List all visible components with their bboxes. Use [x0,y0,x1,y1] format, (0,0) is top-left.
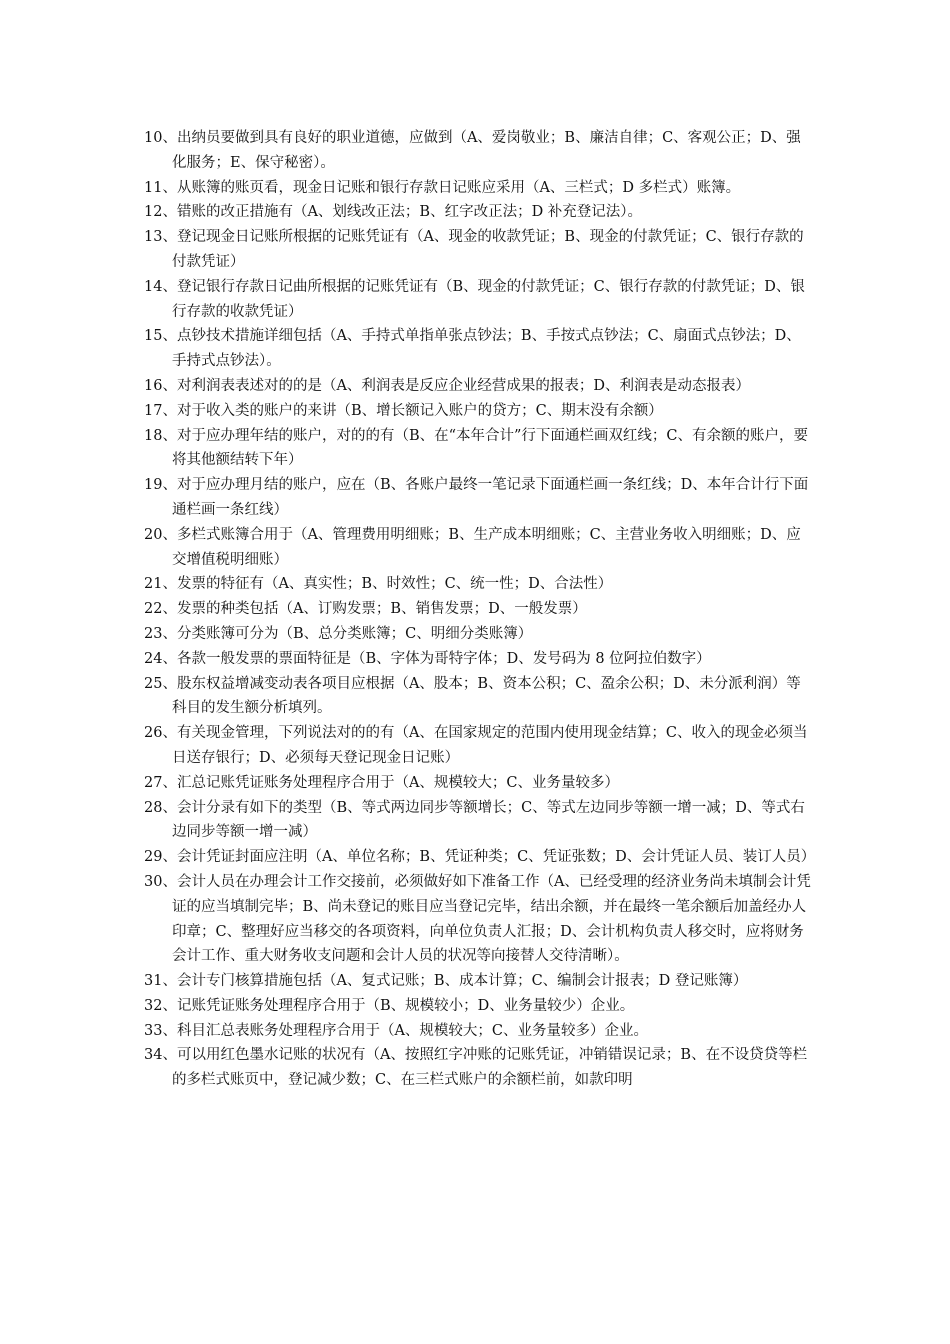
item-text: 11、从账簿的账页看，现金日记账和银行存款日记账应采用（A、三栏式；D 多栏式）账簿。 [144,179,741,196]
list-item [144,721,812,771]
item-text: 24、各款一般发票的票面特征是（B、字体为哥特字体；D、发号码为 8 位阿拉伯数字） [144,650,711,667]
list-item [144,275,812,325]
item-text: 10、出纳员要做到具有良好的职业道德，应做到（A、爱岗敬业；B、廉洁自律；C、客观公正；D、强化服务；E、保守秘密）。 [144,130,801,171]
list-item [144,473,812,523]
list-item [144,176,812,201]
item-text: 18、对于应办理年结的账户，对的的有（B、在“本年合计”行下面通栏画双红线；C、有余额的账户，要将其他额结转下年） [144,427,809,469]
list-item [144,1043,812,1093]
list-item [144,845,816,870]
list-item [144,771,812,796]
item-text: 30、会计人员在办理会计工作交接前，必须做好如下准备工作（A、已经受理的经济业务尚未填制会计凭证的应当填制完毕；B、尚未登记的账目应当登记完毕，结出余额，并在最终一笔余额后加盖经办人印章；C、整理好应当移交的各项资料，向单位负责人汇报；D、会计机构负责人移交时，应将财务会计工作、重大财务收支问题和会计人员的状况等向接替人交待清晰）。 [144,873,811,965]
item-text: 16、对利润表表述对的的是（A、利润表是反应企业经营成果的报表；D、利润表是动态报表） [144,377,751,394]
list-item [144,523,812,573]
list-item [144,374,812,399]
list-item [144,622,812,647]
item-text: 15、点钞技术措施详细包括（A、手持式单指单张点钞法；B、手按式点钞法；C、扇面式点钞法；D、手持式点钞法）。 [144,328,801,370]
list-item [144,647,812,672]
item-text: 33、科目汇总表账务处理程序合用于（A、规模较大；C、业务量较多）企业。 [144,1022,649,1039]
list-item [144,870,812,969]
item-text: 22、发票的种类包括（A、订购发票；B、销售发票；D、一般发票） [144,601,587,618]
item-text: 12、错账的改正措施有（A、划线改正法；B、红字改正法；D 补充登记法）。 [144,204,643,221]
item-text: 25、股东权益增减变动表各项目应根据（A、股本；B、资本公积；C、盈余公积；D、未分派利润）等科目的发生额分析填列。 [144,675,801,717]
item-text: 34、可以用红色墨水记账的状况有（A、按照红字冲账的记账凭证，冲销错误记录；B、在不设贷贷等栏的多栏式账页中，登记减少数；C、在三栏式账户的余额栏前，如款印明 [144,1047,808,1089]
list-item [144,200,812,225]
item-text: 32、记账凭证账务处理程序合用于（B、规模较小；D、业务量较少）企业。 [144,997,635,1014]
item-text: 23、分类账簿可分为（B、总分类账簿；C、明细分类账簿） [144,625,533,642]
list-item [144,126,812,176]
item-text: 27、汇总记账凭证账务处理程序合用于（A、规模较大；C、业务量较多） [144,774,620,791]
list-item [144,969,812,994]
list-item [144,796,812,846]
list-item [144,399,812,424]
list-item [144,424,812,474]
list-item [144,225,812,275]
list-item [144,1019,812,1044]
item-text: 14、登记银行存款日记曲所根据的记账凭证有（B、现金的付款凭证；C、银行存款的付款凭证；D、银行存款的收款凭证） [144,278,805,320]
item-text: 29、会计凭证封面应注明（A、单位名称；B、凭证种类；C、凭证张数；D、会计凭证人员、装订人员） [144,849,816,866]
item-text: 13、登记现金日记账所根据的记账凭证有（A、现金的收款凭证；B、现金的付款凭证；C、银行存款的付款凭证） [144,229,804,270]
item-text: 26、有关现金管理，下列说法对的的有（A、在国家规定的范围内使用现金结算；C、收入的现金必须当日送存银行；D、必须每天登记现金日记账） [144,725,808,766]
item-text: 31、会计专门核算措施包括（A、复式记账；B、成本计算；C、编制会计报表；D 登记账簿） [144,973,748,990]
item-text: 21、发票的特征有（A、真实性；B、时效性；C、统一性；D、合法性） [144,576,613,593]
item-text: 28、会计分录有如下的类型（B、等式两边同步等额增长；C、等式左边同步等额一增一减；D、等式右边同步等额一增一减） [144,799,805,841]
question-list [144,126,816,1093]
item-text: 17、对于收入类的账户的来讲（B、增长额记入账户的贷方；C、期末没有余额） [144,402,663,419]
list-item [144,672,812,722]
list-item [144,994,812,1019]
item-text: 20、多栏式账簿合用于（A、管理费用明细账；B、生产成本明细账；C、主营业务收入明细账；D、应交增值税明细账） [144,526,801,568]
item-text: 19、对于应办理月结的账户，应在（B、各账户最终一笔记录下面通栏画一条红线；D、本年合计行下面通栏画一条红线） [144,477,809,518]
list-item [144,597,812,622]
list-item [144,572,812,597]
list-item [144,324,812,374]
